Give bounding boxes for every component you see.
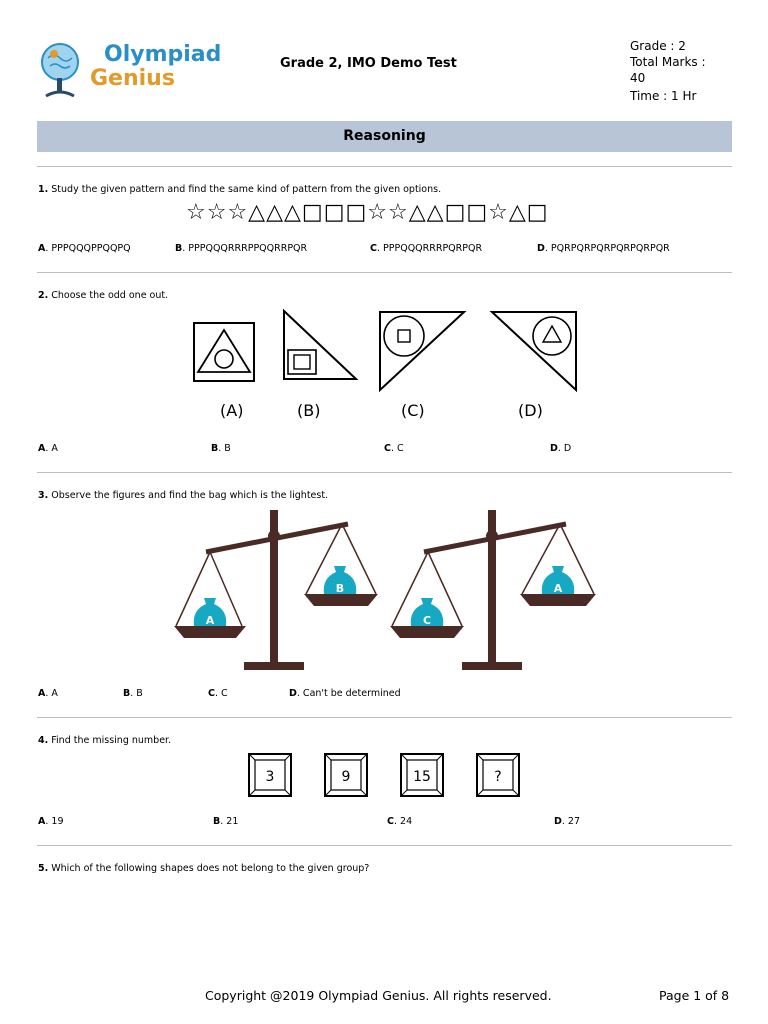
figure-label-d: (D) xyxy=(518,401,543,420)
option-text: . D xyxy=(557,443,572,454)
divider xyxy=(37,272,732,273)
option-d[interactable] xyxy=(289,688,401,699)
question-text: Observe the figures and find the bag which is the lightest. xyxy=(51,490,329,501)
option-text: . PPPQQQRRRPQRPQR xyxy=(376,243,483,254)
odd-one-out-figures xyxy=(180,306,590,426)
question-3 xyxy=(38,490,328,501)
option-text: . A xyxy=(45,688,58,699)
option-letter: C xyxy=(370,243,377,254)
option-a[interactable] xyxy=(38,243,131,254)
divider xyxy=(37,166,732,167)
question-number: 4. xyxy=(38,735,49,746)
option-letter: D xyxy=(554,816,562,827)
option-letter: D xyxy=(289,688,297,699)
option-text: . B xyxy=(218,443,231,454)
number-box-1 xyxy=(249,754,291,796)
option-text: . B xyxy=(130,688,143,699)
number-box-4 xyxy=(477,754,519,796)
footer-copyright: Copyright @2019 Olympiad Genius. All rights reserved. xyxy=(205,988,552,1003)
question-number: 1. xyxy=(38,184,49,195)
option-c[interactable] xyxy=(370,243,482,254)
option-a[interactable] xyxy=(38,443,58,454)
box-number: 15 xyxy=(413,769,431,785)
bag-label: B xyxy=(335,582,345,595)
grade-label: Grade : 2 xyxy=(630,39,686,53)
number-box-2 xyxy=(325,754,367,796)
question-5 xyxy=(38,863,369,874)
question-number: 2. xyxy=(38,290,49,301)
figure-label-a: (A) xyxy=(220,401,244,420)
section-header: Reasoning xyxy=(37,121,732,152)
option-b[interactable] xyxy=(213,816,238,827)
option-letter: D xyxy=(550,443,558,454)
bag-a-right xyxy=(542,566,575,595)
option-text: . A xyxy=(45,443,58,454)
question-text: Study the given pattern and find the same kind of pattern from the given options. xyxy=(51,184,442,195)
option-text: . PPPQQQPPQQPQ xyxy=(45,243,131,254)
question-4 xyxy=(38,735,171,746)
balance-scales-figure xyxy=(170,506,600,672)
option-a[interactable] xyxy=(38,688,58,699)
divider xyxy=(37,472,732,473)
option-text: . C xyxy=(214,688,228,699)
figure-label-c: (C) xyxy=(401,401,425,420)
box-number: ? xyxy=(494,769,502,785)
option-d[interactable] xyxy=(537,243,670,254)
total-marks-label: Total Marks : xyxy=(630,55,706,69)
option-b[interactable] xyxy=(175,243,307,254)
option-text: . PPPQQQRRRPPQQRRPQR xyxy=(182,243,308,254)
time-label: Time : 1 Hr xyxy=(630,89,697,103)
option-c[interactable] xyxy=(208,688,228,699)
question-text: Which of the following shapes does not belong to the given group? xyxy=(51,863,370,874)
figure-b xyxy=(284,311,356,379)
option-text: . C xyxy=(390,443,404,454)
test-meta xyxy=(630,39,730,105)
bag-a-left xyxy=(194,598,227,627)
option-text: . PQRPQRPQRPQRPQRPQR xyxy=(544,243,670,254)
option-text: . 24 xyxy=(393,816,413,827)
option-letter: A xyxy=(38,688,46,699)
option-letter: C xyxy=(387,816,394,827)
option-text: . 21 xyxy=(220,816,239,827)
option-text: . Can't be determined xyxy=(296,688,401,699)
option-letter: D xyxy=(537,243,545,254)
option-letter: A xyxy=(38,816,46,827)
option-d[interactable] xyxy=(550,443,571,454)
option-letter: A xyxy=(38,243,46,254)
box-number: 9 xyxy=(341,769,351,785)
option-c[interactable] xyxy=(387,816,412,827)
number-boxes-figure xyxy=(245,752,525,800)
total-marks-value: 40 xyxy=(630,71,646,85)
option-letter: B xyxy=(175,243,183,254)
option-letter: B xyxy=(123,688,131,699)
question-number: 5. xyxy=(38,863,49,874)
option-b[interactable] xyxy=(211,443,231,454)
figure-c xyxy=(380,312,464,390)
divider xyxy=(37,845,732,846)
figure-d xyxy=(492,312,576,390)
option-b[interactable] xyxy=(123,688,143,699)
box-number: 3 xyxy=(265,769,275,785)
divider xyxy=(37,717,732,718)
number-box-3 xyxy=(401,754,443,796)
question-number: 3. xyxy=(38,490,49,501)
option-a[interactable] xyxy=(38,816,64,827)
page-number: Page 1 of 8 xyxy=(659,988,730,1003)
bag-label: C xyxy=(422,614,432,627)
bag-label: A xyxy=(553,582,563,595)
olympiad-genius-logo xyxy=(38,40,238,104)
option-letter: C xyxy=(208,688,215,699)
logo-text-genius: Genius xyxy=(90,66,175,91)
brain-tree-icon xyxy=(38,40,98,102)
option-text: . 27 xyxy=(561,816,581,827)
option-letter: C xyxy=(384,443,391,454)
question-text: Find the missing number. xyxy=(51,735,172,746)
figure-a xyxy=(194,323,254,381)
bag-label: A xyxy=(205,614,215,627)
option-letter: B xyxy=(211,443,219,454)
logo-text-olympiad: Olympiad xyxy=(104,42,222,67)
figure-label-b: (B) xyxy=(297,401,321,420)
option-text: . 19 xyxy=(45,816,64,827)
option-letter: B xyxy=(213,816,221,827)
option-letter: A xyxy=(38,443,46,454)
symbol-pattern: ☆☆☆△△△□□□☆☆△△□□☆△□ xyxy=(186,200,549,225)
option-c[interactable] xyxy=(384,443,404,454)
option-d[interactable] xyxy=(554,816,580,827)
bag-c xyxy=(411,598,444,627)
question-2 xyxy=(38,290,168,301)
question-text: Choose the odd one out. xyxy=(51,290,169,301)
bag-b xyxy=(324,566,357,595)
question-1 xyxy=(38,184,441,195)
page-title: Grade 2, IMO Demo Test xyxy=(280,56,457,71)
